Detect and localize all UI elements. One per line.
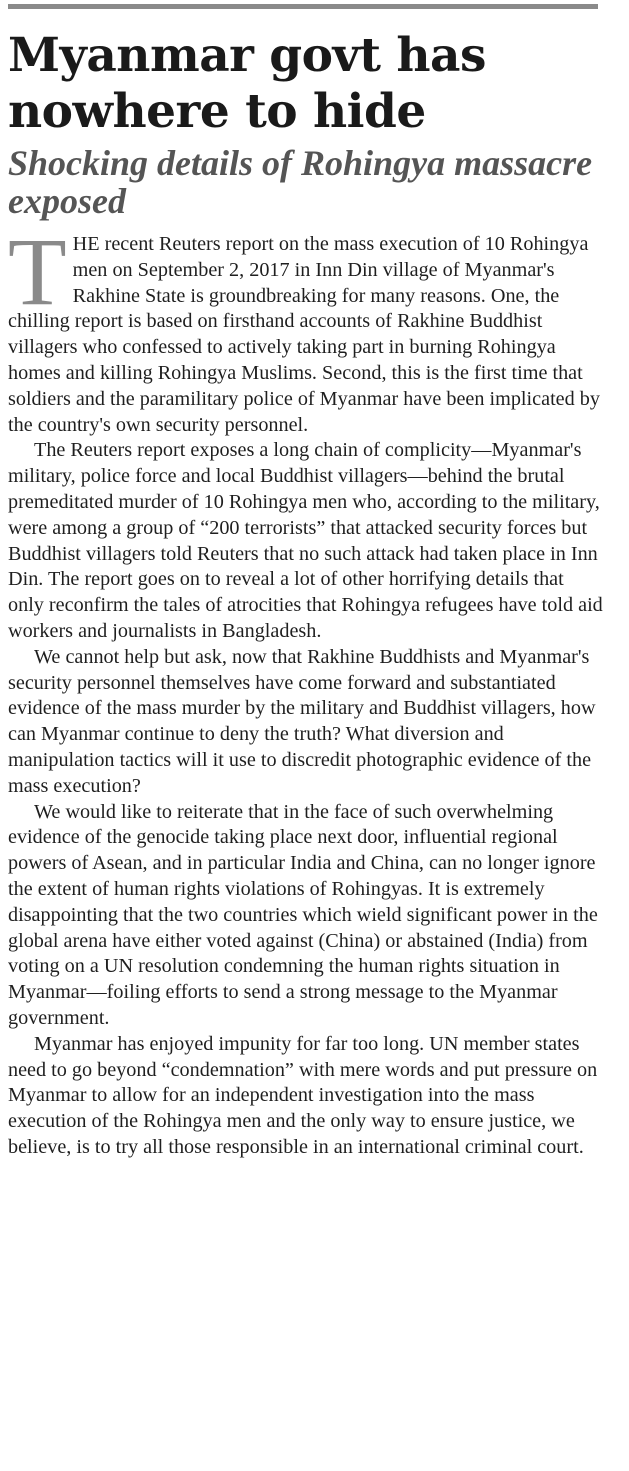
paragraph-1 — [8, 218, 604, 438]
drop-cap: T — [8, 218, 67, 325]
top-rule — [8, 4, 598, 9]
paragraph-2: The Reuters report exposes a long chain of complicity—Myanmar's military, police force and local Buddhist villagers—behind the brutal premeditated murder of 10 Rohingya men who, according to the military, were among a group of “200 terrorists” that attacked security forces but Buddhist villagers told Reuters that no such attack had taken place in Inn Din. The report goes on to reveal a lot of other horrifying details that only reconfirm the tales of atrocities that Rohingya refugees have told aid workers and journalists in Bangladesh. — [8, 439, 603, 642]
paragraph-4: We would like to reiterate that in the face of such overwhelming evidence of the genocide taking place next door, influential regional powers of Asean, and in particular India and China, can no longer ignore the extent of human rights violations of Rohingyas. It is extremely disappointing that the two countries which wield significant power in the global arena have either voted against (China) or abstained (India) from voting on a UN resolution condemning the human rights situation in Myanmar—foiling efforts to send a strong message to the Myanmar government. — [8, 800, 598, 1029]
paragraph-3: We cannot help but ask, now that Rakhine Buddhists and Myanmar's security personnel themselves have come forward and substantiated evidence of the mass murder by the military and Buddhist villagers, how can Myanmar continue to deny the truth? What diversion and manipulation tactics will it use to discredit photographic evidence of the mass execution? — [8, 645, 596, 797]
headline: Myanmar govt has nowhere to hide — [8, 28, 486, 139]
paragraph-5: Myanmar has enjoyed impunity for far too long. UN member states need to go beyond “condemnation” with mere words and put pressure on Myanmar to allow for an independent investigation into the mass execution of the Rohingya men and the only way to ensure justice, we believe, is to try all those responsible in an international criminal court. — [8, 1032, 598, 1158]
editorial-article — [8, 28, 604, 1161]
subheadline: Shocking details of Rohingya massacre exposed — [8, 143, 593, 221]
article-body — [8, 218, 604, 1161]
paragraph-1-text: HE recent Reuters report on the mass execution of 10 Rohingya men on September 2, 2017 in Inn Din village of Myanmar's Rakhine State is groundbreaking for many reasons. One, the chilling report is based on firsthand accounts of Rakhine Buddhist villagers who confessed to actively taking part in burning Rohingya homes and killing Rohingya Muslims. Second, this is the first time that soldiers and the paramilitary police of Myanmar have been implicated by the country's own security personnel. — [8, 233, 600, 436]
